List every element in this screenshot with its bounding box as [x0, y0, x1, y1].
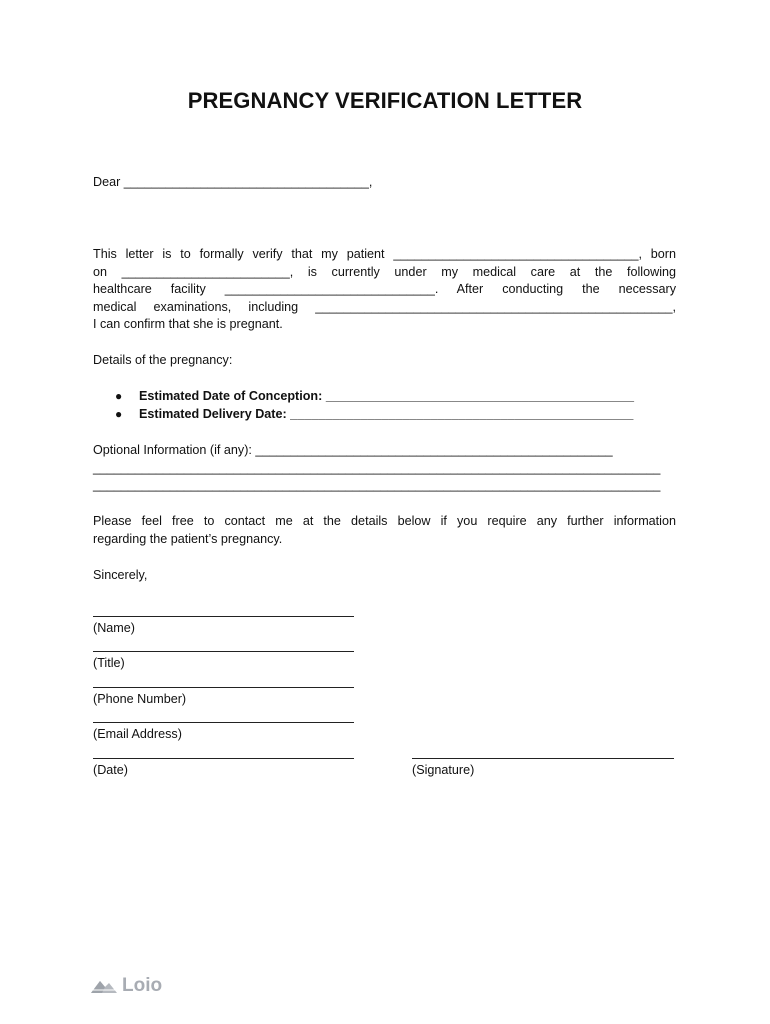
date-line — [93, 758, 354, 759]
contact-line: regarding the patient’s pregnancy. — [93, 531, 283, 546]
salutation: Dear ___________________________________, — [93, 175, 373, 189]
bullet-icon: ● — [115, 406, 123, 421]
details-heading: Details of the pregnancy: — [93, 353, 233, 367]
contact-line: Please feel free to contact me at the details below if you require any further information — [93, 514, 676, 528]
logo-text: Loio — [122, 975, 163, 996]
closing: Sincerely, — [93, 568, 148, 582]
pregnancy-details-list — [93, 388, 676, 423]
delivery-date-field: Estimated Delivery Date: _________________________________________________ — [139, 406, 634, 421]
body-line: medical examinations, including ___________________________________________________, — [93, 299, 676, 314]
name-line — [93, 616, 354, 617]
body-line: healthcare facility ______________________________. After conducting the necessary — [93, 282, 676, 297]
signature-line — [412, 758, 674, 759]
phone-label: (Phone Number) — [93, 692, 187, 706]
email-label: (Email Address) — [93, 727, 182, 741]
conception-date-field: Estimated Date of Conception: ____________________________________________ — [139, 389, 634, 403]
optional-info-line: Optional Information (if any): ___________________________________________________ — [93, 443, 613, 457]
date-label: (Date) — [93, 763, 128, 777]
bullet-icon: ● — [115, 389, 123, 403]
phone-line — [93, 687, 354, 688]
body-line: on ________________________, is currently under my medical care at the following — [93, 264, 676, 279]
body-line: This letter is to formally verify that my patient ___________________________________, born — [93, 247, 676, 261]
list-item — [93, 388, 676, 406]
list-item — [93, 406, 676, 424]
loio-logo-icon — [90, 977, 118, 995]
title-line — [93, 651, 354, 652]
verification-paragraph — [93, 246, 676, 334]
optional-info-block — [93, 442, 676, 495]
name-label: (Name) — [93, 621, 135, 635]
signature-label: (Signature) — [412, 763, 475, 777]
contact-paragraph — [93, 513, 676, 548]
optional-info-line: _________________________________________________________________________________ — [93, 478, 661, 493]
body-line: I can confirm that she is pregnant. — [93, 317, 283, 332]
optional-info-line: _________________________________________________________________________________ — [93, 460, 661, 475]
loio-logo — [90, 975, 162, 997]
title-label: (Title) — [93, 656, 125, 670]
document-title: PREGNANCY VERIFICATION LETTER — [187, 88, 583, 113]
email-line — [93, 722, 354, 723]
